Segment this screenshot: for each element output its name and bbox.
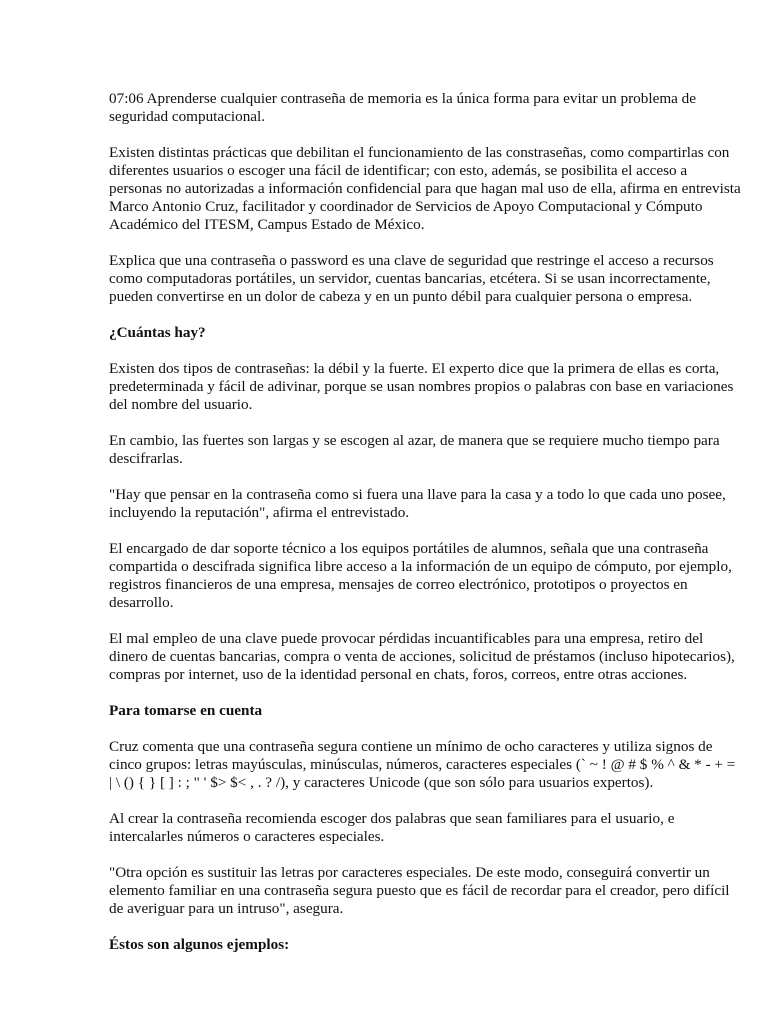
create-password-paragraph: Al crear la contraseña recomienda escoger dos palabras que sean familiares para el usuario, e intercalarles números o caracteres especiales. <box>109 810 675 845</box>
substitute-paragraph: "Otra opción es sustituir las letras por caracteres especiales. De este modo, conseguirá convertir un elemento familiar en una contraseña segura puesto que es fácil de recordar para el creador, pero difícil de averiguar para un intruso", asegura. <box>109 864 730 917</box>
definition-paragraph: Explica que una contraseña o password es una clave de seguridad que restringe el acceso a recursos como computadoras portátiles, un servidor, cuentas bancarias, etcétera. Si se usan incorrectamente, pueden convertirse en un dolor de cabeza y en un punto débil para cualquier persona o empresa. <box>109 252 714 305</box>
support-paragraph: El encargado de dar soporte técnico a los equipos portátiles de alumnos, señala que una contraseña compartida o descifrada significa libre acceso a la información de un equipo de cómputo, por ejemplo, registros financieros de una empresa, mensajes de correo electrónico, prototipos o proyectos en desarrollo. <box>109 540 732 611</box>
intro-paragraph: 07:06 Aprenderse cualquier contraseña de memoria es la única forma para evitar un problema de seguridad computacional. <box>109 90 697 125</box>
secure-password-paragraph: Cruz comenta que una contraseña segura contiene un mínimo de ocho caracteres y utiliza signos de cinco grupos: letras mayúsculas, minúsculas, números, caracteres especiales (` ~ ! @ # $ % ^ & * - + = | \ () { } [ ] : ; " ' $> $< , . ? /), y caracteres Unicode (que son sólo para usuarios expertos). <box>109 738 736 791</box>
types-paragraph: Existen dos tipos de contraseñas: la débil y la fuerte. El experto dice que la primera de ellas es corta, predeterminada y fácil de adivinar, porque se usan nombres propios o palabras con base en variaciones del nombre del usuario. <box>109 360 734 413</box>
section-heading-cuantas: ¿Cuántas hay? <box>109 324 206 341</box>
section-heading-ejemplos: Éstos son algunos ejemplos: <box>109 936 290 953</box>
practices-paragraph: Existen distintas prácticas que debilitan el funcionamiento de las constraseñas, como compartirlas con diferentes usuarios o escoger una fácil de identificar; con esto, además, se posibilita el acceso a personas no autorizadas a información confidencial para que hagan mal uso de ella, afirma en entrevista Marco Antonio Cruz, facilitador y coordinador de Servicios de Apoyo Computacional y Cómputo Académico del ITESM, Campus Estado de México. <box>109 144 741 233</box>
document-page <box>109 90 741 972</box>
misuse-paragraph: El mal empleo de una clave puede provocar pérdidas incuantificables para una empresa, retiro del dinero de cuentas bancarias, compra o venta de acciones, solicitud de préstamos (incluso hipotecarios), compras por internet, uso de la identidad personal en chats, foros, correos, entre otras acciones. <box>109 630 735 683</box>
quote-paragraph: "Hay que pensar en la contraseña como si fuera una llave para la casa y a todo lo que cada uno posee, incluyendo la reputación", afirma el entrevistado. <box>109 486 726 521</box>
section-heading-tomarse: Para tomarse en cuenta <box>109 702 263 719</box>
strong-paragraph: En cambio, las fuertes son largas y se escogen al azar, de manera que se requiere mucho tiempo para descifrarlas. <box>109 432 720 467</box>
